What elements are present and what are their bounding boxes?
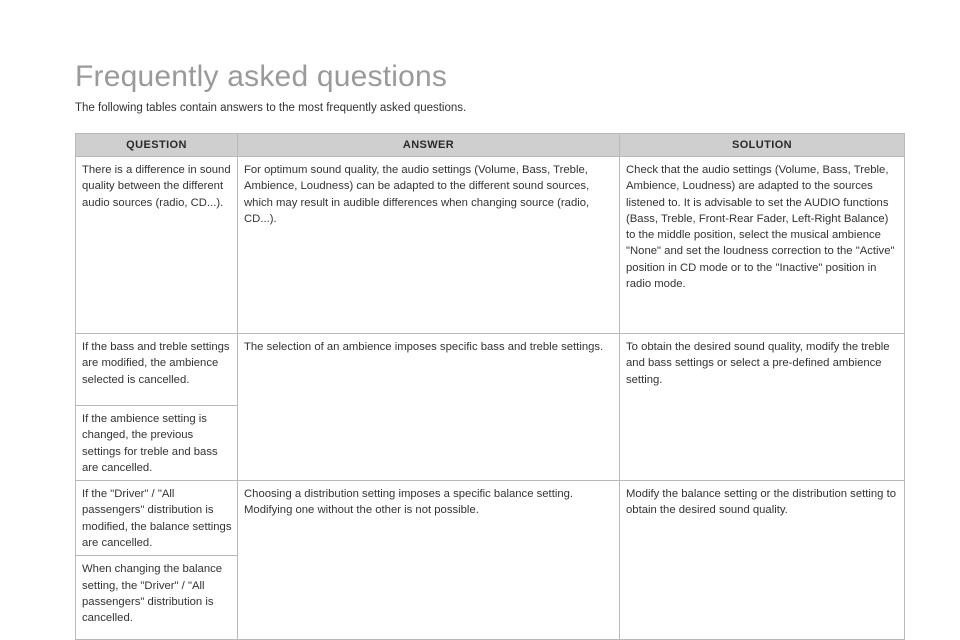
table-row bbox=[76, 157, 905, 334]
question-cell: If the ambience setting is changed, the previous settings for treble and bass are cancelled. bbox=[76, 406, 238, 481]
solution-cell: Check that the audio settings (Volume, Bass, Treble, Ambience, Loudness) are adapted to the sources listened to. It is advisable to set the AUDIO functions (Bass, Treble, Front-Rear Fader, Left-Right Balance) to the middle position, select the musical ambience "None" and set the loudness correction to the "Active" position in CD mode or to the "Inactive" position in radio mode. bbox=[620, 157, 905, 334]
page-title: Frequently asked questions bbox=[75, 60, 448, 93]
table-header-row bbox=[76, 134, 905, 157]
question-cell: If the bass and treble settings are modified, the ambience selected is cancelled. bbox=[76, 334, 238, 406]
header-solution: SOLUTION bbox=[620, 134, 905, 157]
solution-cell: Modify the balance setting or the distribution setting to obtain the desired sound quality. bbox=[620, 481, 905, 640]
question-cell: If the "Driver" / "All passengers" distribution is modified, the balance settings are cancelled. bbox=[76, 481, 238, 556]
answer-cell: The selection of an ambience imposes specific bass and treble settings. bbox=[238, 334, 620, 481]
faq-table bbox=[75, 133, 905, 640]
header-question: QUESTION bbox=[76, 134, 238, 157]
question-cell: When changing the balance setting, the "Driver" / "All passengers" distribution is cancelled. bbox=[76, 556, 238, 640]
header-answer: ANSWER bbox=[238, 134, 620, 157]
solution-cell: To obtain the desired sound quality, modify the treble and bass settings or select a pre-defined ambience setting. bbox=[620, 334, 905, 481]
table-row bbox=[76, 481, 905, 556]
answer-cell: Choosing a distribution setting imposes a specific balance setting. Modifying one without the other is not possible. bbox=[238, 481, 620, 640]
question-cell: There is a difference in sound quality between the different audio sources (radio, CD...). bbox=[76, 157, 238, 334]
answer-cell: For optimum sound quality, the audio settings (Volume, Bass, Treble, Ambience, Loudness) can be adapted to the different sound sources, which may result in audible differences when changing source (radio, CD...). bbox=[238, 157, 620, 334]
intro-text: The following tables contain answers to the most frequently asked questions. bbox=[75, 102, 467, 114]
table-row bbox=[76, 334, 905, 406]
